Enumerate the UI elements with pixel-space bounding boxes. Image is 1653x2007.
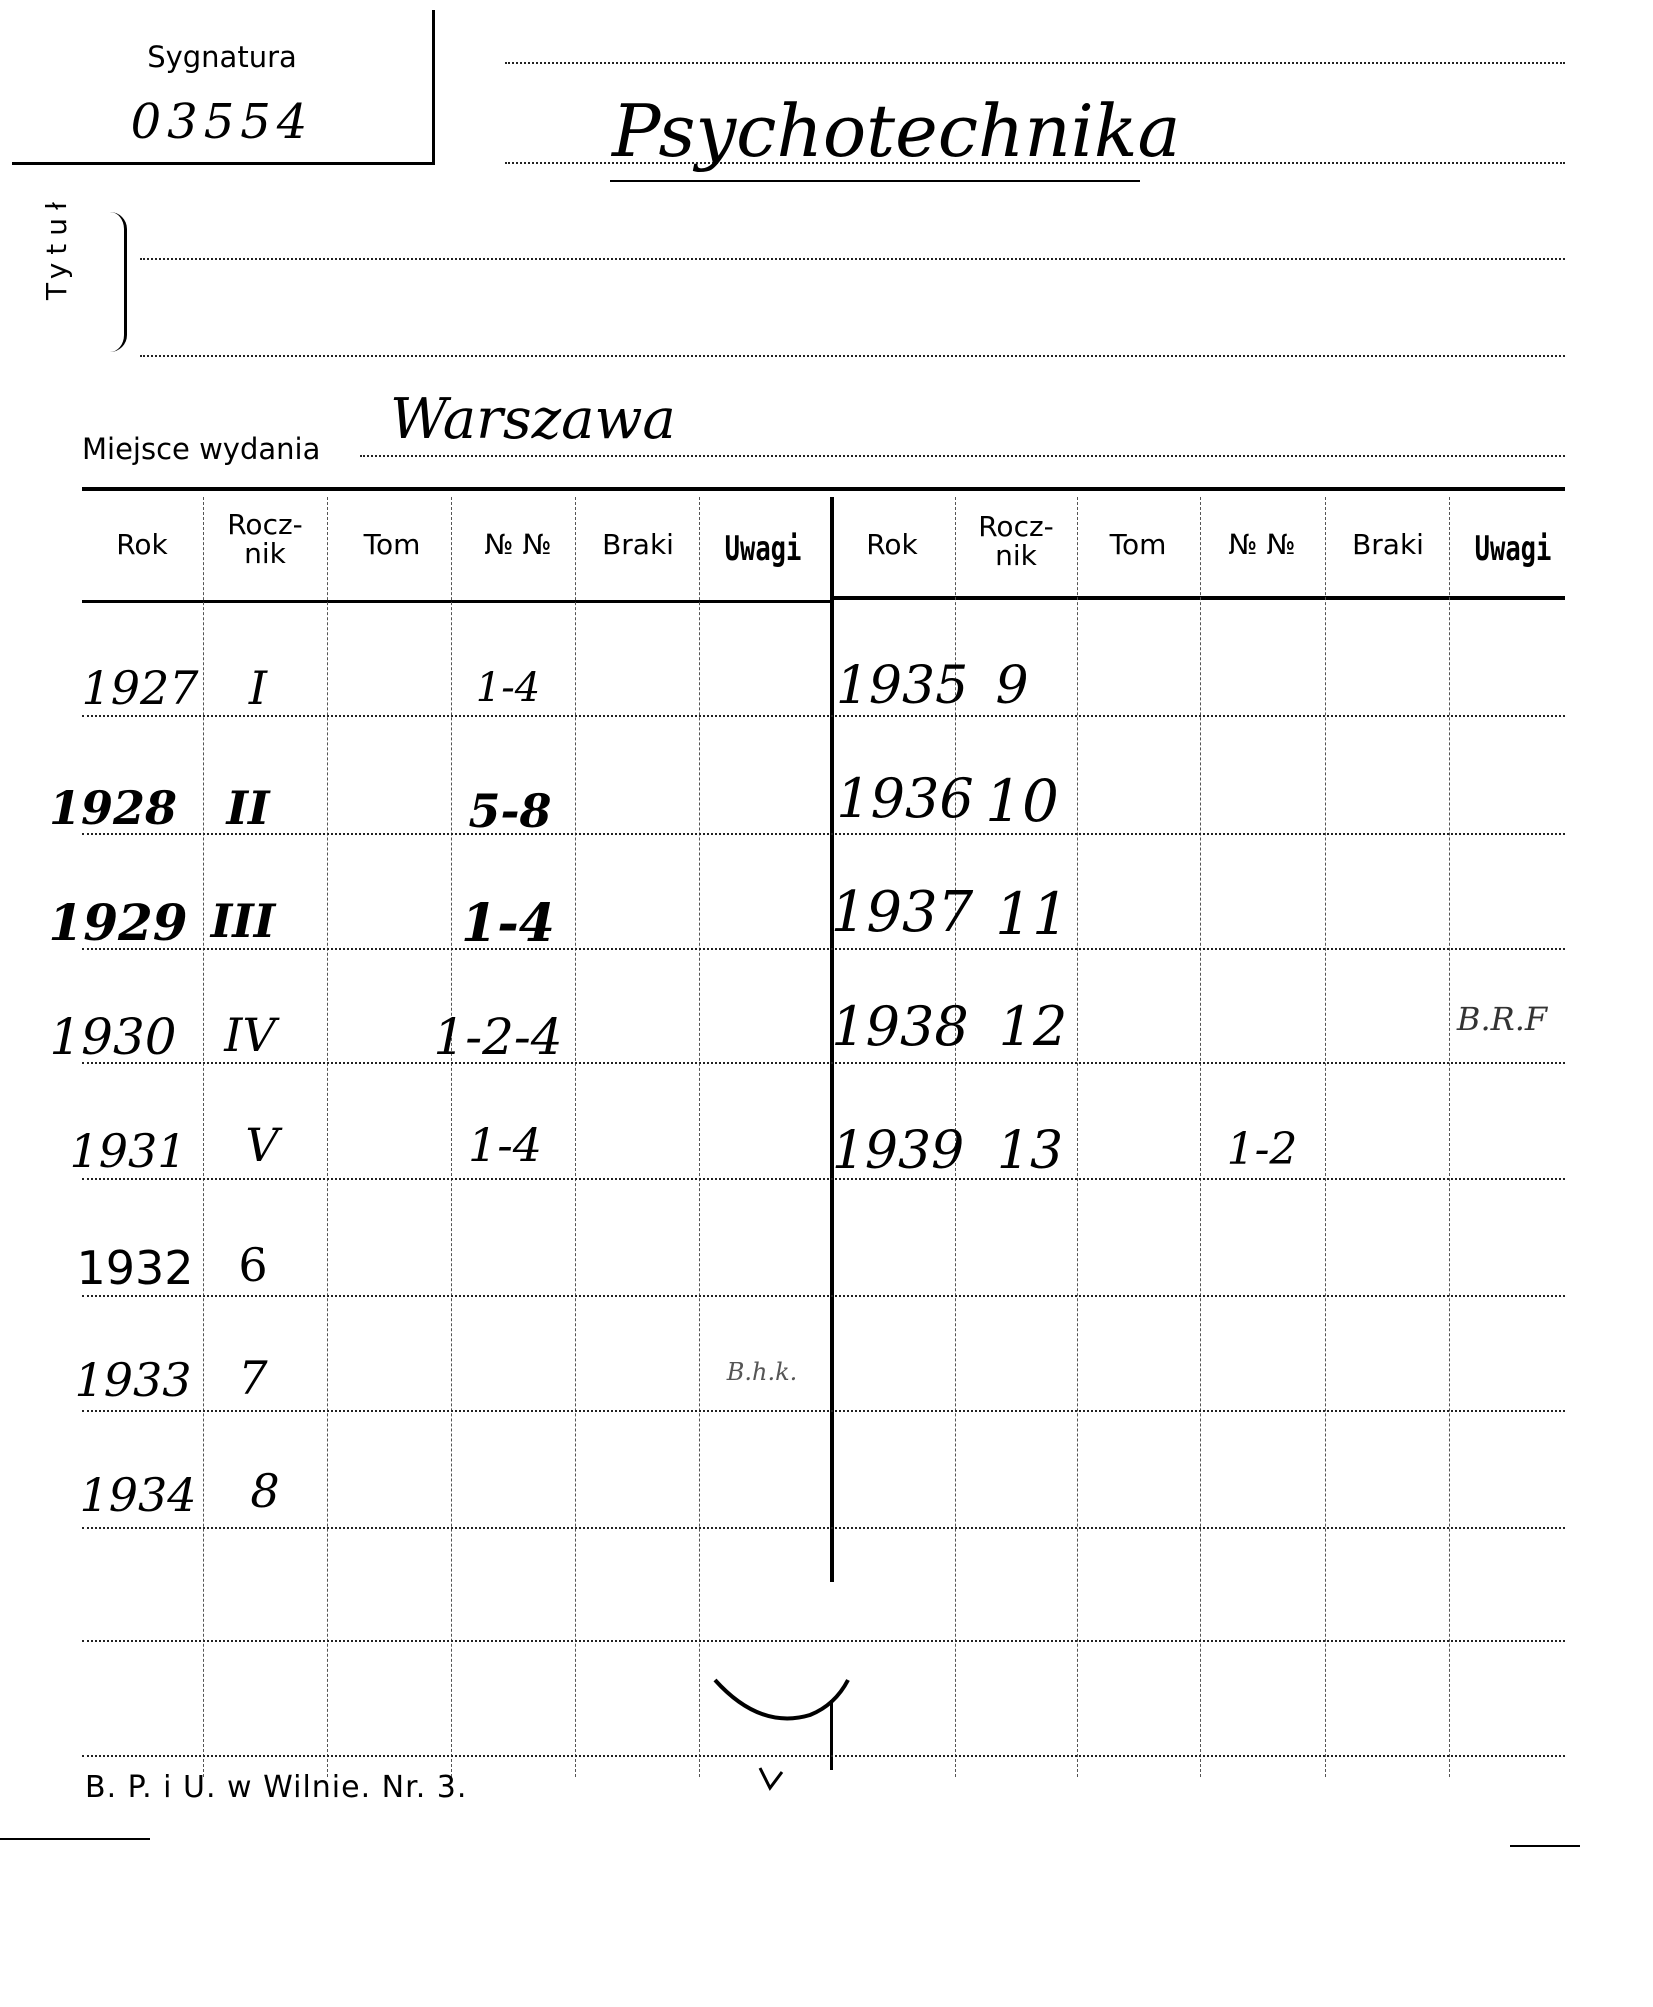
sygnatura-value: 03554 [130, 94, 314, 150]
cell-rok: 1933 [74, 1353, 192, 1407]
sygnatura-box [12, 10, 435, 165]
col-header-braki-left: Braki [602, 528, 674, 561]
tytul-brace [110, 212, 127, 352]
cell-rocznik: V [245, 1118, 279, 1172]
cell-rok: 1939 [831, 1121, 965, 1181]
cell-uwagi: B.h.k. [726, 1358, 798, 1386]
cell-rocznik: II [226, 781, 270, 835]
cell-numery: 1-4 [461, 893, 555, 954]
cell-numery: 5-8 [468, 784, 552, 838]
cell-rocznik: IV [224, 1008, 276, 1062]
col-header-rok-right: Rok [866, 528, 918, 561]
cell-rocznik: 7 [238, 1351, 268, 1405]
cell-rok: 1935 [835, 656, 969, 716]
cell-numery: 1-4 [475, 665, 541, 711]
cell-rok: 1931 [69, 1124, 187, 1178]
cell-uwagi: B.R.F [1456, 1000, 1548, 1038]
sygnatura-label: Sygnatura [147, 40, 297, 74]
cell-rok: 1930 [49, 1008, 177, 1066]
cell-rok: 1938 [831, 995, 969, 1058]
table-header-rule-left [82, 600, 832, 603]
col-header-rocznik-right [978, 512, 1054, 571]
col-header-braki-right: Braki [1352, 528, 1424, 561]
edge-mark [1510, 1845, 1580, 1847]
cell-rok: 1936 [836, 767, 974, 830]
title-underline [610, 180, 1140, 182]
cell-rocznik: 9 [995, 656, 1029, 716]
col-header-rocznik-right-text: Rocz- nik [978, 510, 1054, 573]
cell-rok: 1934 [79, 1468, 197, 1522]
col-header-uwagi-left: Uwagi [724, 529, 802, 569]
printer-footer: B. P. i U. w Wilnie. Nr. 3. [85, 1770, 468, 1805]
edge-mark [0, 1838, 150, 1840]
col-header-tom-right: Tom [1109, 528, 1167, 561]
cell-rocznik: 10 [985, 767, 1059, 835]
cell-rok: 1932 [76, 1241, 194, 1295]
col-header-rocznik-left-text: Rocz- nik [227, 508, 303, 571]
cell-numery: 1-2-4 [433, 1008, 563, 1066]
col-header-numery-left: № № [484, 528, 552, 561]
col-header-rok-left: Rok [116, 528, 168, 561]
cell-rocznik: III [210, 894, 276, 948]
pencil-check-mark [700, 1660, 860, 1800]
cell-rocznik: 6 [238, 1238, 268, 1292]
miejsce-value: Warszawa [390, 387, 676, 452]
table-top-rule [82, 487, 1565, 491]
cell-rocznik: 13 [996, 1121, 1064, 1181]
cell-rocznik: 12 [998, 995, 1068, 1058]
col-header-rocznik-left [227, 510, 303, 569]
cell-numery: 1-4 [467, 1118, 543, 1172]
cell-rok: 1928 [48, 781, 178, 835]
col-header-numery-right: № № [1228, 528, 1296, 561]
col-header-tom-left: Tom [363, 528, 421, 561]
cell-rok: 1927 [81, 661, 199, 715]
cell-rocznik: 8 [250, 1464, 280, 1518]
col-header-uwagi-right: Uwagi [1474, 529, 1552, 569]
cell-rocznik: I [248, 661, 268, 715]
title-handwritten: Psychotechnika [612, 89, 1181, 173]
cell-rocznik: 11 [995, 880, 1069, 948]
tytul-label: Tytuł [40, 194, 73, 300]
cell-rok: 1937 [830, 880, 974, 945]
miejsce-label: Miejsce wydania [82, 432, 321, 466]
cell-numery: 1-2 [1226, 1124, 1298, 1175]
cell-rok: 1929 [48, 893, 188, 952]
